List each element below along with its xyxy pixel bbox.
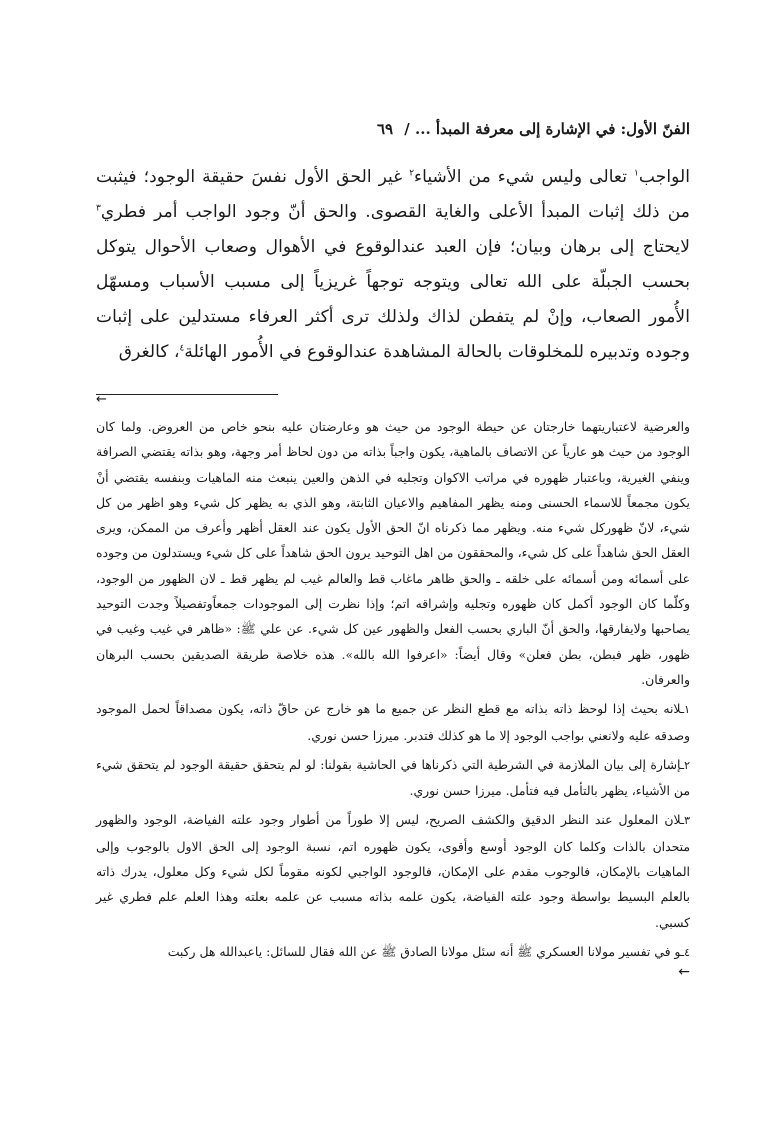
footnote-text: إشارة إلى بيان الملازمة في الشرطية التي ذكرناها في الحاشية بقولنا: لو لم يتحقق حقيقة الوجود لم يتحقق شيء من الأشياء، يظهر بالتأمل فيه فتأمل. ميرزا حسن نوري. [96, 756, 690, 799]
footnote-text: لانه بحيث إذا لوحظ ذاته بذاته مع قطع النظر عن جميع ما هو خارج عن حاقّ ذاته، يكون مصداقاً لحمل الموجود وصدقه عليه ولانعني بواجب الوجود إلا ما هو كذلك فتدبر. ميرزا حسن نوري. [96, 701, 690, 743]
footnote-marker-1: ١ [633, 168, 639, 179]
footnote-number: ٣ـ [680, 814, 690, 828]
footnote-separator [96, 384, 690, 414]
main-text-segment-5: ، كالغرق [118, 342, 180, 362]
main-text-segment-3: غير الحق الأول نفسَ حقيقة الوجود؛ فيثبت من ذلك إثبات المبدأ الأعلى والغاية القصوى. والحق أنّ وجود الواجب أمر فطري [96, 167, 690, 222]
footnote-number: ٢ـ [680, 758, 690, 772]
footnotes [96, 414, 690, 979]
header-separator: / [404, 120, 410, 138]
footnote-2 [96, 752, 690, 804]
footnote-text: و في تفسير مولانا العسكري ﷺ أنه سئل مولانا الصادق ﷺ عن الله فقال للسائل: ياعبدالله هل ركبت [167, 943, 681, 959]
footnote-marker-3: ٣ [96, 203, 101, 214]
footnote-1 [96, 696, 690, 748]
page-number: ٦٩ [376, 120, 394, 138]
footnote-number: ١ـ [680, 703, 690, 717]
footnote-marker-2: ٢ [409, 168, 415, 179]
footnote-number: ٤ـ [680, 945, 690, 959]
footnote-continuation: والعرضية لاعتباريتهما خارجتان عن حيطة الوجود من حيث هو وعارضتان عليه بنحو خاص من العروض. ولما كان الوجود من حيث هو عارياً عن الاتصاف بالماهية، يكون واجباً بذاته من دون لحاظ أمر وجهة، وهو بذاته يقتضي الصرافة وينفي الغيرية، وباعتبار ظهوره في مراتب الاكوان وتجليه في الذهن والعين ينبعث منه الماهيات وبنفسه يقتضي أنْ يكون مجمعاً للاسماء الحسنى ومنه يظهر المفاهيم والاعيان الثابتة، وهو الذي به يظهر كل شيء وهو اظهر من كل شيء، لانّ ظهوركل شيء منه. ويظهر مما ذكرناه انّ الحق الأول يكون عند العقل أظهر وأعرف من الممكن، ويرى العقل الحق شاهداً على كل شيء، والمحققون من اهل التوحيد يرون الحق شاهداً على كل شيء ويستدلون من وجوده على أسمائه ومن أسمائه على خلقه ـ والحق ظاهر ماغاب قط والعالم غيب لم يظهر قط ـ لان الظهور من الوجود، وكلّما كان الوجود أكمل كان ظهوره وتجليه وإشراقه اتم؛ وإذا نظرت إلى الموجودات جمعاًوتفصيلاً وجدت التوحيد يصاحبها ولايفارقها، والحق أنّ الباري بحسب الفعل والظهور عين كل شيء. عن علي ﷺ: «ظاهر في غيب وغيب في ظهور، ظهر فبطن، بطن فعلن» وقال أيضاً: «اعرفوا الله بالله». هذه خلاصة طريقة الصديقين بحسب البرهان والعرفان. [96, 419, 690, 687]
running-header [96, 118, 690, 140]
continued-arrow-icon: ← [96, 392, 107, 407]
main-text [96, 160, 690, 370]
continues-arrow-icon: ← [678, 964, 690, 981]
separator-line [96, 394, 278, 395]
main-paragraph [96, 160, 690, 370]
footnote-marker-4: ٤ [179, 343, 185, 354]
main-text-segment-4: لايحتاج إلى برهان وبيان؛ فإن العبد عندالوقوع في الأهوال وصعاب الأحوال يتوكل بحسب الجبلّة على الله تعالى ويتوجه توجهاً غريزياً إلى مسبب الأسباب ومسهّل الأُمور الصعاب، وإنْ لم يتفطن لذاك ولذلك ترى أكثر العرفاء مستدلين على إثبات وجوده وتدبيره للمخلوقات بالحالة المشاهدة عندالوقوع في الأُمور الهائلة [96, 237, 690, 362]
footnote-4 [96, 939, 690, 965]
main-text-segment-1: الواجب [638, 167, 690, 187]
page [96, 118, 690, 979]
footnote-text: لان المعلول عند النظر الدقيق والكشف الصريح، ليس إلا طوراً من أطوار وجود علته الفياضة، الوجود والظهور متحدان بالذات وكلما كان الوجود أوسع وأقوى، يكون ظهوره اتم، نسبة الوجود إلى الحق الاول بالوجوب وإلى الماهيات بالإمكان، فالوجوب مقدم على الإمكان، فالوجود الواجبي لكونه مقوماً لكل شيء وكل معلول، يدرك ذاته بالعلم البسيط بواسطة وجود علته الفياضة، يكون علمه بذاته مسبب عن علمه بعلته وهذا العلم علم فطري غير كسبي. [96, 812, 690, 930]
main-text-segment-2: تعالى وليس شيء من الأشياء [414, 167, 634, 187]
header-title: الفنّ الأول: في الإشارة إلى معرفة المبدأ ... [415, 120, 690, 138]
footnote-3 [96, 807, 690, 934]
